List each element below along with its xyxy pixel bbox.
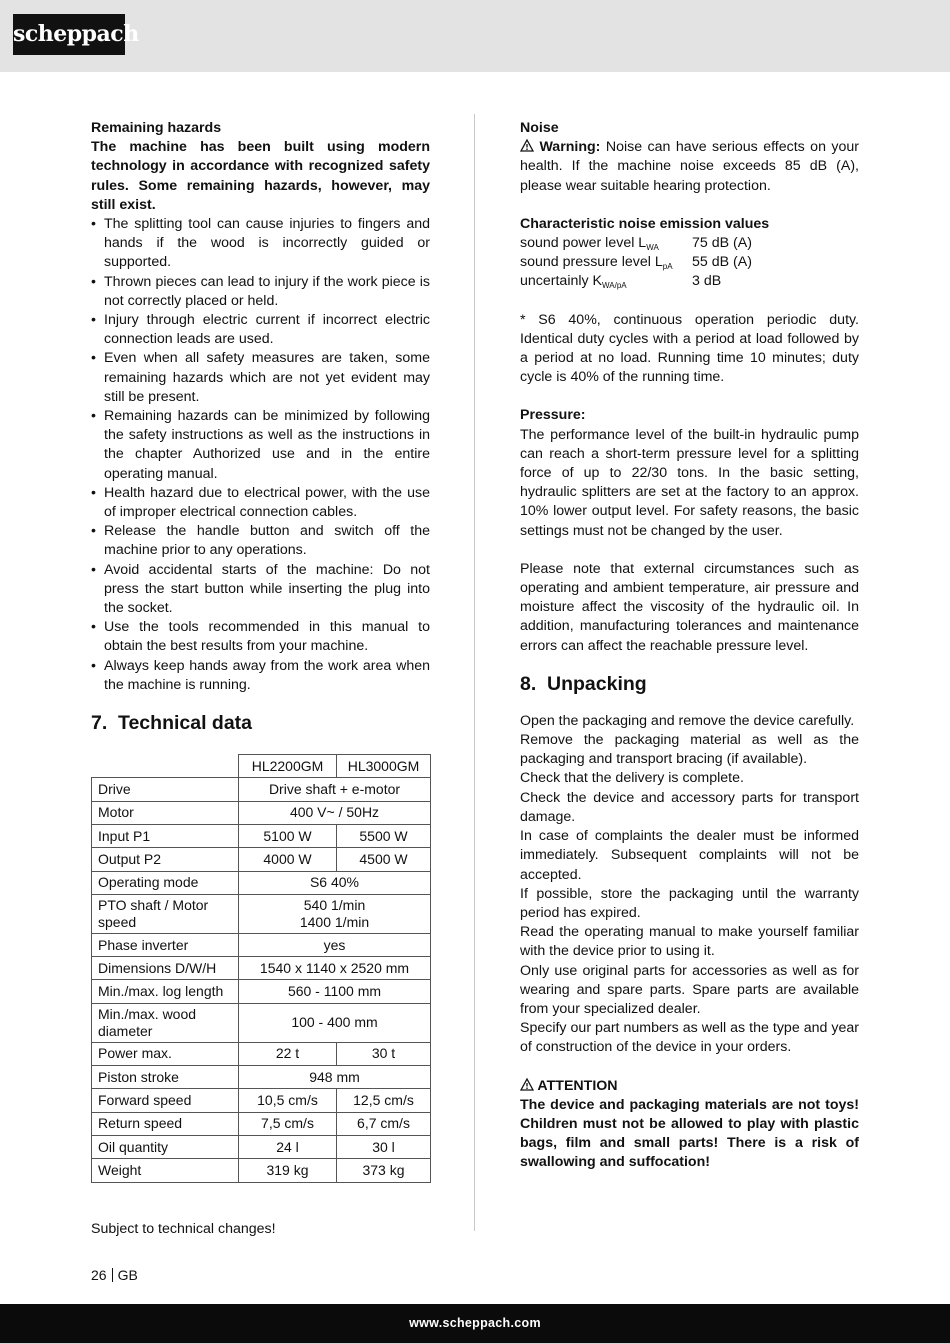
row-label: Min./max. wood diameter	[92, 1003, 239, 1042]
model-header: HL2200GM	[239, 755, 337, 778]
hazard-item: • Health hazard due to electrical power, with the use of improper electrical connection cables.	[91, 484, 430, 522]
unpack-line: Remove the packaging material as well as the packaging and transport bracing (if available).	[520, 732, 859, 768]
section-title: Unpacking	[547, 672, 647, 695]
right-column	[520, 119, 859, 1173]
hazards-intro: The machine has been built using modern technology in accordance with recognized safety rules. Some remaining hazards, however, may still exist.	[91, 139, 430, 213]
row-value: 4500 W	[337, 848, 431, 871]
unpack-line: Check the device and accessory parts for transport damage.	[520, 789, 859, 825]
unpack-line: Open the packaging and remove the device carefully.	[520, 712, 855, 729]
emission-value: 55 dB (A)	[692, 254, 752, 271]
section-heading-technical-data	[91, 711, 430, 735]
brand-logo: scheppach	[13, 14, 125, 55]
section-number: 8.	[520, 672, 537, 695]
row-value: 6,7 cm/s	[337, 1112, 431, 1135]
emission-label	[520, 272, 692, 291]
row-value: yes	[239, 933, 431, 956]
hazard-item: • Always keep hands away from the work area when the machine is running.	[91, 657, 430, 695]
row-value: 100 - 400 mm	[239, 1003, 431, 1042]
emission-label-text: sound power level L	[520, 235, 647, 252]
emission-subscript: WA	[646, 243, 659, 253]
unpack-line: If possible, store the packaging until the warranty period has expired.	[520, 885, 859, 921]
row-label: Phase inverter	[92, 933, 239, 956]
section-number: 7.	[91, 712, 108, 735]
table-row	[92, 1159, 431, 1182]
row-label: PTO shaft / Motor speed	[92, 894, 239, 933]
row-value: 24 l	[239, 1135, 337, 1158]
pressure-note: Please note that external circumstances such as operating and ambient temperature, air pressure and moisture affect the viscosity of the hydraulic oil. In addition, manufacturing tolerances and maintenance errors can affect the reachable pressure level.	[520, 560, 859, 654]
hazard-item: • Even when all safety measures are taken, some remaining hazards which are not yet evident may still be present.	[91, 349, 430, 407]
row-value: 30 t	[337, 1042, 431, 1065]
table-row	[92, 824, 431, 847]
row-value: 948 mm	[239, 1066, 431, 1089]
table-row	[92, 1112, 431, 1135]
row-value: 400 V~ / 50Hz	[239, 801, 431, 824]
hazard-item: • Use the tools recommended in this manual to obtain the best results from your machine.	[91, 618, 430, 656]
value-line: 1400 1/min	[299, 913, 370, 930]
table-row	[92, 1135, 431, 1158]
emission-label-text: uncertainly K	[520, 273, 603, 290]
page-number-value: 26	[91, 1267, 107, 1283]
unpack-line: Only use original parts for accessories as well as for wearing and spare parts. Spare parts are available from your specialized dealer.	[520, 962, 859, 1017]
pressure-title: Pressure:	[520, 407, 586, 424]
pressure-text: The performance level of the built-in hydraulic pump can reach a short-term pressure level for a splitting force of up to 22/30 tons. In the basic setting, hydraulic splitters are set at the factory to an approx. 10% lower output level. For safety reasons, the basic settings must not be changed by the user.	[520, 426, 859, 539]
technical-data-table	[91, 754, 431, 1182]
subject-to-change-note: Subject to technical changes!	[91, 1220, 276, 1237]
hazards-title: Remaining hazards	[91, 120, 222, 136]
model-header: HL3000GM	[337, 755, 431, 778]
row-label: Piston stroke	[92, 1066, 239, 1089]
left-column	[91, 119, 430, 1239]
emission-subscript: pA	[662, 262, 673, 272]
noise-title: Noise	[520, 120, 559, 136]
hazard-item: • Avoid accidental starts of the machine: Do not press the start button while inserting the plug into the socket.	[91, 561, 430, 619]
row-label: Operating mode	[92, 871, 239, 894]
row-value: 7,5 cm/s	[239, 1112, 337, 1135]
table-corner-cell	[92, 755, 239, 778]
row-label: Forward speed	[92, 1089, 239, 1112]
table-row	[92, 980, 431, 1003]
page-number	[91, 1266, 138, 1285]
row-label: Input P1	[92, 824, 239, 847]
column-divider	[474, 114, 475, 1231]
emission-values	[520, 234, 859, 292]
warning-icon	[520, 139, 534, 152]
table-row	[92, 778, 431, 801]
noise-warning	[520, 138, 859, 196]
hazards-list	[91, 215, 430, 695]
s6-note: * S6 40%, continuous operation periodic duty. Identical duty cycles with a period at load followed by a period at no load. Running time 10 minutes; duty cycle is 40% of the running time.	[520, 311, 859, 386]
table-row	[92, 848, 431, 871]
hazard-item: • Injury through electric current if incorrect electric connection leads are used.	[91, 311, 430, 349]
table-row	[92, 957, 431, 980]
row-value: Drive shaft + e-motor	[239, 778, 431, 801]
table-header-row	[92, 755, 431, 778]
row-value: 373 kg	[337, 1159, 431, 1182]
row-label: Motor	[92, 801, 239, 824]
table-row	[92, 1042, 431, 1065]
row-label: Oil quantity	[92, 1135, 239, 1158]
row-label: Weight	[92, 1159, 239, 1182]
table-row	[92, 801, 431, 824]
table-row	[92, 871, 431, 894]
table-row	[92, 933, 431, 956]
emission-title: Characteristic noise emission values	[520, 215, 770, 232]
row-value: 12,5 cm/s	[337, 1089, 431, 1112]
row-value: 22 t	[239, 1042, 337, 1065]
header-bar	[0, 0, 950, 72]
page-language: GB	[117, 1267, 138, 1283]
row-value: 10,5 cm/s	[239, 1089, 337, 1112]
attention-label: ATTENTION	[537, 1077, 618, 1094]
row-label: Power max.	[92, 1042, 239, 1065]
row-value: 5100 W	[239, 824, 337, 847]
hazard-item: • The splitting tool can cause injuries to fingers and hands if the wood is incorrectly guided or supported.	[91, 215, 430, 273]
warning-text: Noise can have serious effects on your health. If the machine noise exceeds 85 dB (A), please wear suitable hearing protection.	[520, 139, 859, 194]
row-value: 319 kg	[239, 1159, 337, 1182]
emission-label	[520, 253, 692, 272]
section-title: Technical data	[118, 712, 253, 735]
attention-text: The device and packaging materials are not toys! Children must not be allowed to play with plastic bags, film and small parts! There is a risk of swallowing and suffocation!	[520, 1096, 859, 1171]
unpack-line: Read the operating manual to make yourself familiar with the device prior to using it.	[520, 924, 859, 960]
emission-label-text: sound pressure level L	[520, 254, 663, 271]
row-label: Drive	[92, 778, 239, 801]
unpacking-instructions	[520, 712, 859, 1058]
hazard-item: • Release the handle button and switch off the machine prior to any operations.	[91, 522, 430, 560]
hazard-item: • Remaining hazards can be minimized by following the safety instructions as well as the instructions in the chapter Authorized use and in the entire operating manual.	[91, 407, 430, 484]
value-line: 540 1/min	[303, 896, 366, 913]
table-row	[92, 1066, 431, 1089]
row-label: Return speed	[92, 1112, 239, 1135]
row-value	[239, 894, 431, 933]
emission-label	[520, 234, 692, 253]
emission-value: 3 dB	[692, 273, 722, 290]
row-value: 1540 x 1140 x 2520 mm	[239, 957, 431, 980]
emission-value: 75 dB (A)	[692, 235, 752, 252]
table-row	[92, 894, 431, 933]
unpack-line: In case of complaints the dealer must be informed immediately. Subsequent complaints will not be accepted.	[520, 828, 859, 883]
row-label: Min./max. log length	[92, 980, 239, 1003]
hazard-item: • Thrown pieces can lead to injury if the work piece is not correctly placed or held.	[91, 273, 430, 311]
website-link[interactable]: www.scheppach.com	[409, 1316, 541, 1330]
table-row	[92, 1089, 431, 1112]
row-value: 4000 W	[239, 848, 337, 871]
warning-icon	[520, 1078, 534, 1091]
section-heading-unpacking	[520, 672, 859, 696]
emission-subscript: WA/pA	[602, 281, 627, 291]
row-value: 560 - 1100 mm	[239, 980, 431, 1003]
row-label: Dimensions D/W/H	[92, 957, 239, 980]
row-value: S6 40%	[239, 871, 431, 894]
row-value: 30 l	[337, 1135, 431, 1158]
warning-label: Warning:	[539, 139, 601, 156]
row-value: 5500 W	[337, 824, 431, 847]
row-label: Output P2	[92, 848, 239, 871]
unpack-line: Check that the delivery is complete.	[520, 770, 744, 787]
attention-heading	[520, 1077, 859, 1096]
unpack-line: Specify our part numbers as well as the type and year of construction of the device in your orders.	[520, 1020, 859, 1056]
page-separator	[112, 1268, 113, 1282]
table-row	[92, 1003, 431, 1042]
